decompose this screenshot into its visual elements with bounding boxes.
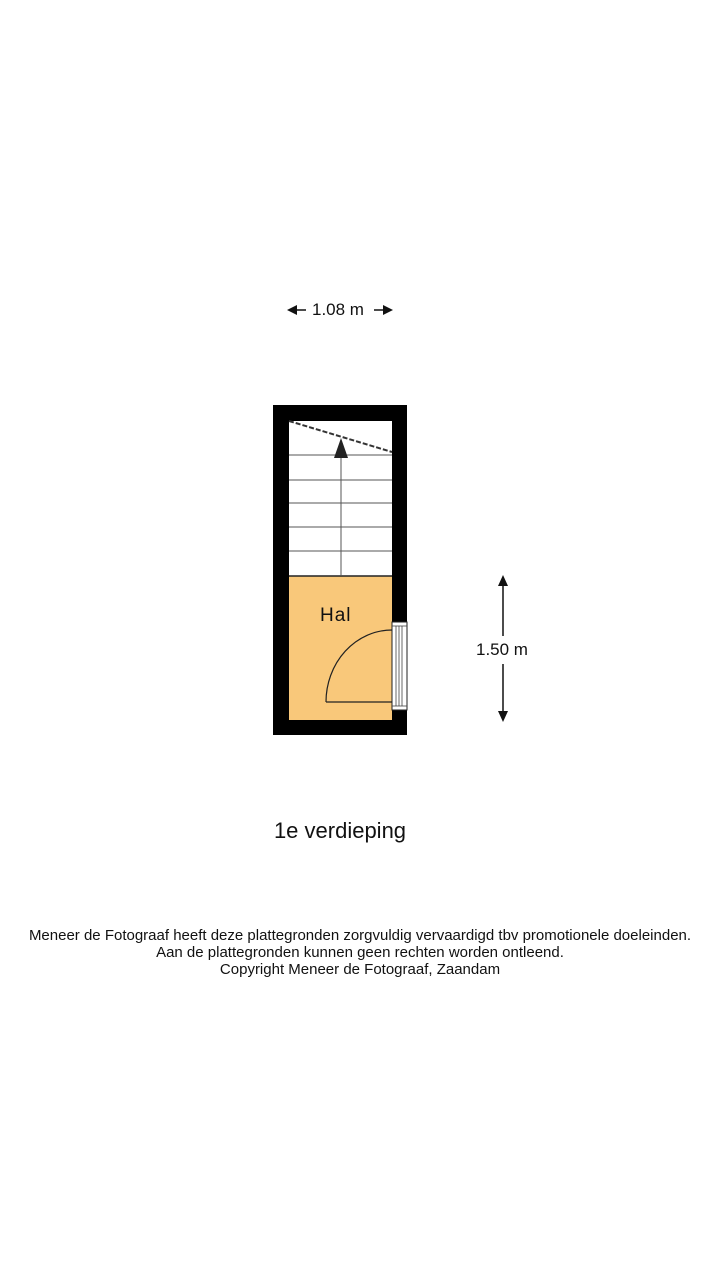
disclaimer-line-2: Aan de plattegronden kunnen geen rechten worden ontleend.	[156, 944, 564, 961]
copyright-line: Copyright Meneer de Fotograaf, Zaandam	[219, 961, 501, 978]
disclaimer-line-1: Meneer de Fotograaf heeft deze plattegronden zorgvuldig vervaardigd tbv promotionele doeleinden.	[28, 927, 692, 944]
height-dimension-label: 1.50 m	[476, 640, 528, 659]
room-hal	[289, 576, 392, 720]
floor-title: 1e verdieping	[273, 818, 407, 843]
door-opening	[392, 622, 407, 710]
room-label-hal: Hal	[320, 605, 352, 626]
width-dimension-label: 1.08 m	[312, 300, 364, 319]
